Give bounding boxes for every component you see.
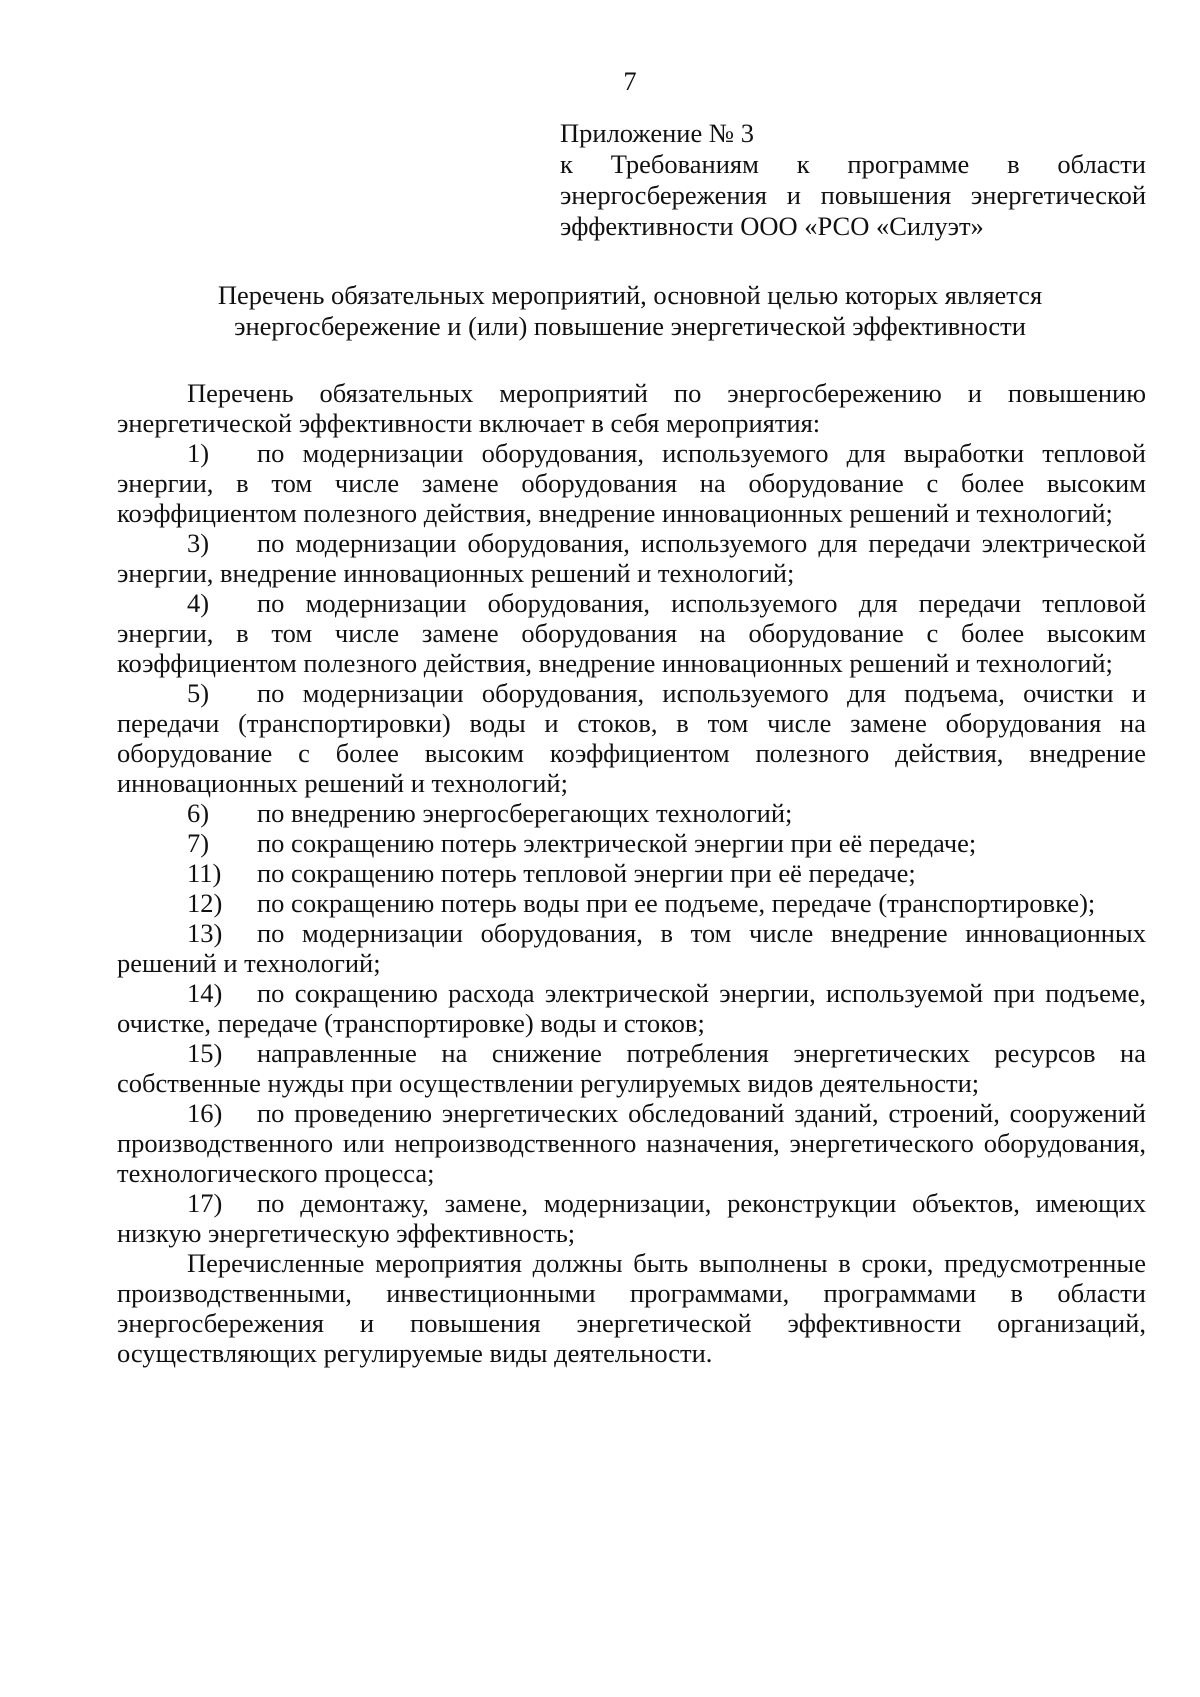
item-text: по сокращению расхода электрической энергии, используемой при подъеме, очистке, передаче (транспортировке) воды и стоков; <box>117 978 1146 1038</box>
list-item <box>117 1098 1146 1188</box>
appendix-line-1: к Требованиям к программе в области <box>560 149 1146 179</box>
item-number: 12) <box>187 888 223 918</box>
list-item <box>117 588 1146 678</box>
item-text: по модернизации оборудования, используемого для выработки тепловой энергии, в том числе замене оборудования на оборудование с более высоким коэффициентом полезного действия, внедрение инновационных решений и технологий; <box>117 438 1146 528</box>
appendix-block <box>560 118 1146 242</box>
item-number: 13) <box>187 918 223 948</box>
appendix-line-3: эффективности ООО «РСО «Силуэт» <box>560 211 984 241</box>
item-number: 1) <box>187 438 210 468</box>
heading-line-2: энергосбережение и (или) повышение энергетической эффективности <box>234 311 1026 341</box>
item-number: 7) <box>187 828 210 858</box>
list-item <box>117 918 1146 978</box>
item-text: по сокращению потерь тепловой энергии при её передаче; <box>257 858 916 888</box>
list-item <box>117 888 1146 918</box>
heading-line-1: Перечень обязательных мероприятий, основной целью которых является <box>217 280 1043 310</box>
page-number: 7 <box>623 66 637 96</box>
item-text: по сокращению потерь электрической энергии при её передаче; <box>257 828 977 858</box>
item-number: 15) <box>187 1038 223 1068</box>
item-text: по внедрению энергосберегающих технологий; <box>257 798 793 828</box>
list-item <box>117 1038 1146 1098</box>
item-text: по сокращению потерь воды при ее подъеме, передаче (транспортировке); <box>257 888 1096 918</box>
item-text: по модернизации оборудования, используемого для подъема, очистки и передачи (транспортировки) воды и стоков, в том числе замене оборудования на оборудование с более высоким коэффициентом полезного действия, внедрение инновационных решений и технологий; <box>117 678 1146 798</box>
list-item <box>117 978 1146 1038</box>
item-number: 6) <box>187 798 210 828</box>
document-body <box>117 378 1146 1368</box>
list-item <box>117 678 1146 798</box>
list-item <box>117 528 1146 588</box>
item-text: направленные на снижение потребления энергетических ресурсов на собственные нужды при осуществлении регулируемых видов деятельности; <box>117 1038 1146 1098</box>
list-item <box>117 858 1146 888</box>
item-text: по демонтажу, замене, модернизации, реконструкции объектов, имеющих низкую энергетическую эффективность; <box>117 1188 1146 1248</box>
item-text: по модернизации оборудования, в том числе внедрение инновационных решений и технологий; <box>117 918 1146 978</box>
list-item <box>117 1188 1146 1248</box>
item-number: 11) <box>187 858 222 888</box>
item-text: по проведению энергетических обследований зданий, строений, сооружений производственного или непроизводственного назначения, энергетического оборудования, технологического процесса; <box>117 1098 1146 1188</box>
item-number: 5) <box>187 678 210 708</box>
closing-paragraph: Перечисленные мероприятия должны быть выполнены в сроки, предусмотренные производственными, инвестиционными программами, программами в области энергосбережения и повышения энергетической эффективности организаций, осуществляющих регулируемые виды деятельности. <box>117 1248 1146 1368</box>
appendix-title: Приложение № 3 <box>560 118 755 148</box>
item-text: по модернизации оборудования, используемого для передачи электрической энергии, внедрение инновационных решений и технологий; <box>117 528 1146 588</box>
list-item <box>117 798 1146 828</box>
item-number: 17) <box>187 1188 223 1218</box>
item-number: 3) <box>187 528 210 558</box>
intro-paragraph: Перечень обязательных мероприятий по энергосбережению и повышению энергетической эффективности включает в себя мероприятия: <box>117 378 1146 438</box>
item-number: 16) <box>187 1098 223 1128</box>
appendix-line-2: энергосбережения и повышения энергетической <box>560 180 1146 210</box>
list-item <box>117 438 1146 528</box>
item-number: 14) <box>187 978 223 1008</box>
document-heading <box>100 280 1160 342</box>
item-number: 4) <box>187 588 210 618</box>
item-text: по модернизации оборудования, используемого для передачи тепловой энергии, в том числе замене оборудования на оборудование с более высоким коэффициентом полезного действия, внедрение инновационных решений и технологий; <box>117 588 1146 678</box>
list-item <box>117 828 1146 858</box>
